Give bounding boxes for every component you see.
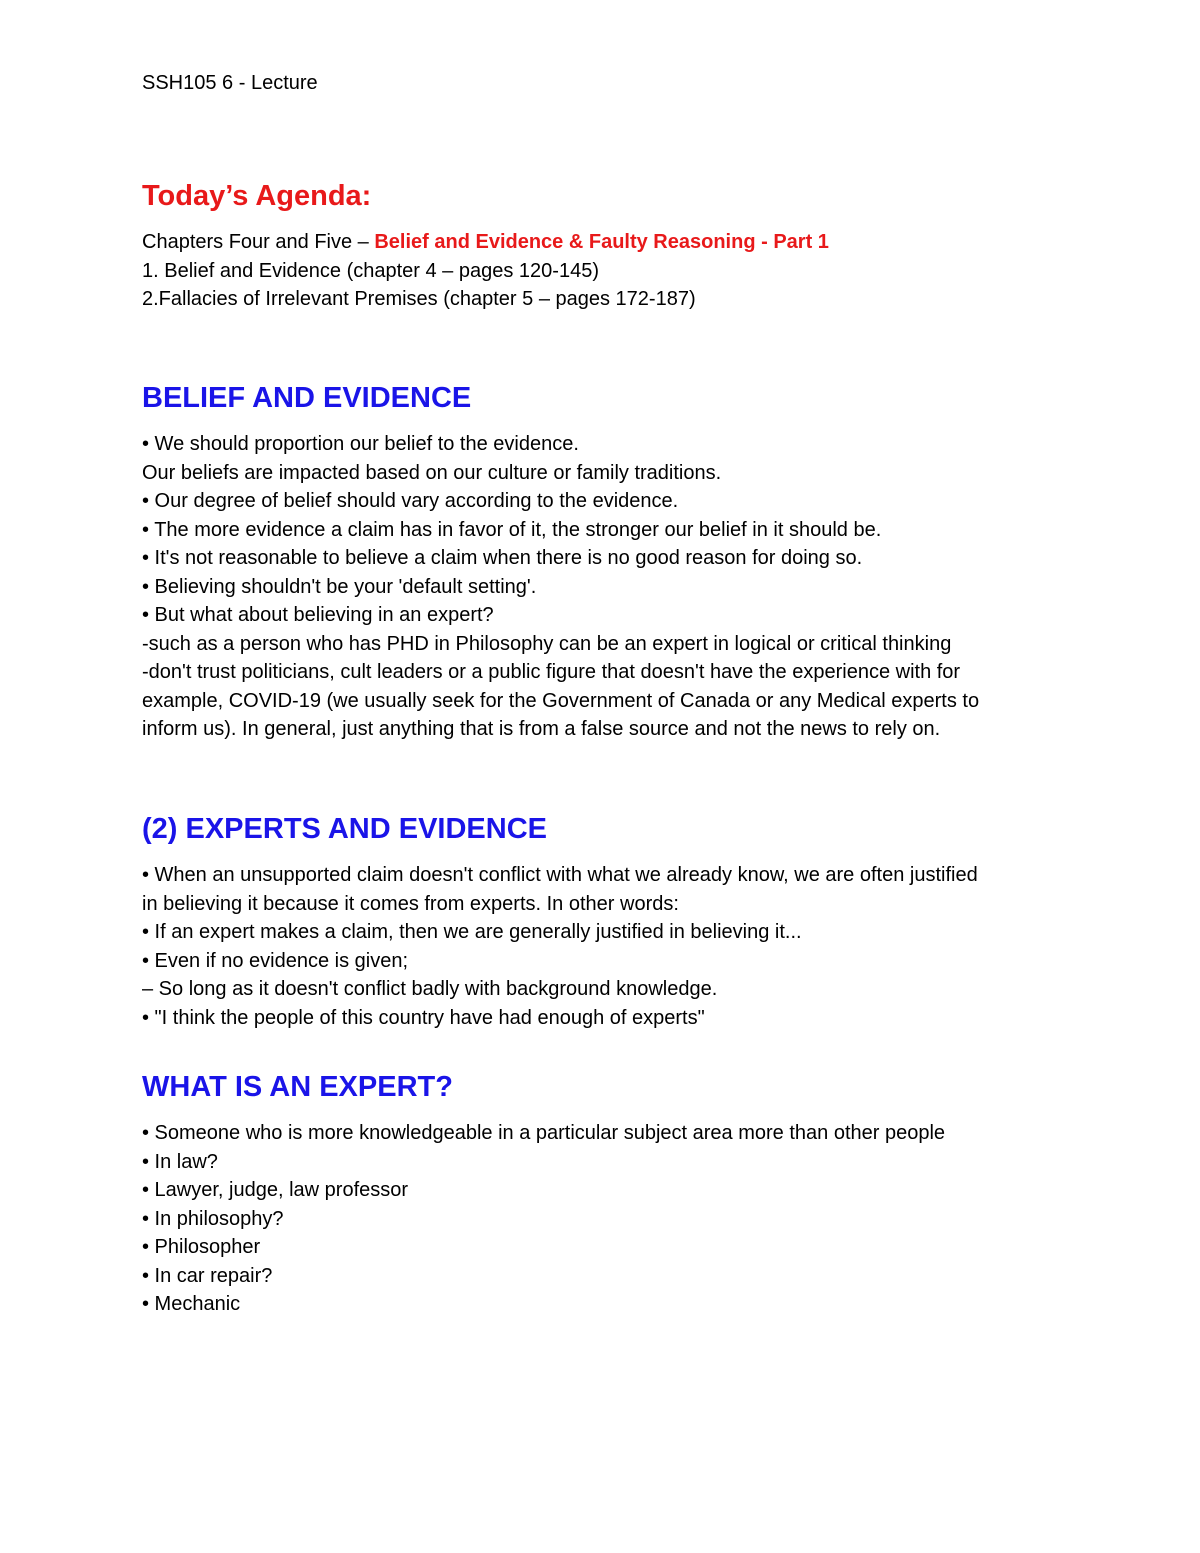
agenda-item: 2.Fallacies of Irrelevant Premises (chapter 5 – pages 172-187) <box>142 288 696 310</box>
what-expert-section <box>142 1069 945 1319</box>
what-expert-line: • Lawyer, judge, law professor <box>142 1179 409 1201</box>
belief-line: -don't trust politicians, cult leaders or a public figure that doesn't have the experience with for <box>142 661 961 683</box>
what-expert-line: • In philosophy? <box>142 1207 284 1230</box>
belief-line: -such as a person who has PHD in Philosophy can be an expert in logical or critical thinking <box>142 632 952 655</box>
agenda-chapters-line <box>142 228 829 257</box>
experts-line: • Even if no evidence is given; <box>142 949 409 972</box>
belief-line: • We should proportion our belief to the evidence. <box>142 433 579 455</box>
experts-line: • If an expert makes a claim, then we are generally justified in believing it... <box>142 921 802 943</box>
experts-line: – So long as it doesn't conflict badly with background knowledge. <box>142 978 718 1000</box>
experts-line: in believing it because it comes from experts. In other words: <box>142 892 679 915</box>
experts-section <box>142 811 978 1032</box>
belief-line: • The more evidence a claim has in favor of it, the stronger our belief in it should be. <box>142 518 882 541</box>
agenda-chapters-prefix: Chapters Four and Five – <box>142 231 375 253</box>
belief-line: • But what about believing in an expert? <box>142 604 494 626</box>
belief-line: Our beliefs are impacted based on our culture or family traditions. <box>142 461 722 484</box>
experts-line: • "I think the people of this country have had enough of experts" <box>142 1006 705 1029</box>
belief-line: • Our degree of belief should vary according to the evidence. <box>142 490 679 512</box>
what-expert-body <box>142 1119 945 1319</box>
document-header: SSH105 6 - Lecture <box>142 72 318 94</box>
what-expert-line: • In car repair? <box>142 1264 273 1287</box>
experts-line: • When an unsupported claim doesn't conflict with what we already know, we are often justified <box>142 864 978 886</box>
experts-body <box>142 861 978 1032</box>
belief-line: • It's not reasonable to believe a claim when there is no good reason for doing so. <box>142 547 863 569</box>
what-expert-title: WHAT IS AN EXPERT? <box>142 1071 453 1103</box>
belief-line: inform us). In general, just anything that is from a false source and not the news to rely on. <box>142 718 941 740</box>
agenda-title: Today’s Agenda: <box>142 180 372 212</box>
belief-body <box>142 430 979 744</box>
agenda-item: 1. Belief and Evidence (chapter 4 – pages 120-145) <box>142 259 599 282</box>
what-expert-line: • Someone who is more knowledgeable in a particular subject area more than other people <box>142 1122 946 1144</box>
experts-title: (2) EXPERTS AND EVIDENCE <box>142 813 547 845</box>
belief-line: example, COVID-19 (we usually seek for the Government of Canada or any Medical experts to <box>142 689 980 712</box>
what-expert-line: • Mechanic <box>142 1293 241 1315</box>
what-expert-line: • Philosopher <box>142 1236 261 1258</box>
belief-title: BELIEF AND EVIDENCE <box>142 382 472 414</box>
agenda-section <box>142 178 829 314</box>
agenda-chapters-highlight: Belief and Evidence & Faulty Reasoning - Part 1 <box>374 231 829 253</box>
belief-section <box>142 380 979 744</box>
belief-line: • Believing shouldn't be your 'default setting'. <box>142 575 537 598</box>
what-expert-line: • In law? <box>142 1150 218 1173</box>
